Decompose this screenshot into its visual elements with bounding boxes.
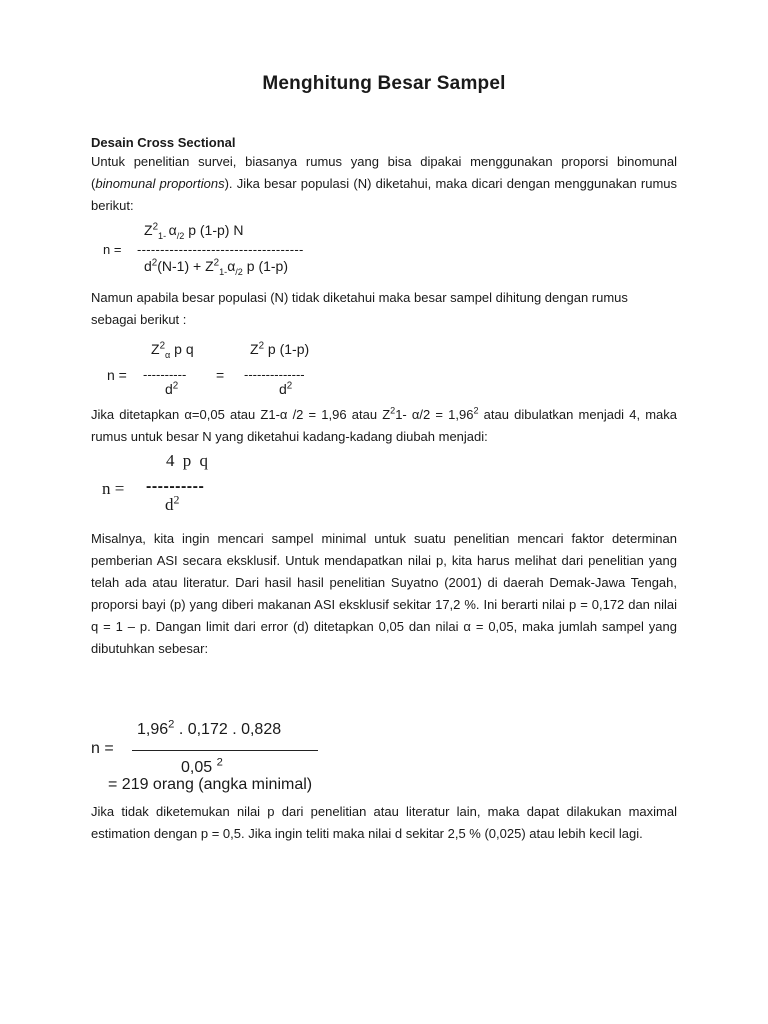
formula2-right-denominator: $d^2$ (279, 380, 293, 397)
formula2-right-numerator: $Z^2$ p (1-p) (250, 340, 310, 357)
formula3-numerator: 4 p q (166, 451, 208, 470)
paragraph-unknown-population: Namun apabila besar populasi (N) tidak diketahui maka besar sampel dihitung dengan rumus sebagai berikut : (91, 290, 628, 327)
formula2-left-bar: ---------- (143, 367, 187, 382)
formula2-left-numerator: $Z^2_\alpha$ p q (151, 340, 194, 360)
formula3-lhs: n = (102, 479, 125, 498)
formula4-denominator: 0,05 $^2$ (181, 756, 223, 776)
formula1-lhs: n = (103, 242, 122, 257)
italic-term: binomunal proportions (95, 176, 225, 191)
formula4-result: = 219 orang (angka minimal) (108, 776, 313, 793)
formula1-fraction-bar: ------------------------------------ (137, 242, 304, 257)
formula2-right-bar: -------------- (244, 367, 305, 382)
section-heading: Desain Cross Sectional (91, 135, 236, 150)
formula2-equals: = (216, 367, 225, 383)
formula4-fraction-rule (132, 750, 318, 751)
formula2-left-denominator: $d^2$ (165, 380, 179, 397)
formula3-denominator: $d^2$ (165, 492, 180, 514)
page-title: Menghitung Besar Sampel (262, 73, 506, 94)
formula4-numerator: 1,96$^2$ . 0,172 . 0,828 (137, 718, 282, 738)
paragraph-closing: Jika tidak diketemukan nilai p dari penelitian atau literatur lain, maka dapat dilakukan maximal estimation dengan p = 0,5. Jika ingin teliti maka nilai d sekitar 2,5 % (0,025) atau lebih kecil lagi. (91, 804, 677, 841)
formula3-fraction-bar: ---------- (146, 478, 205, 495)
paragraph-example: Misalnya, kita ingin mencari sampel minimal untuk suatu penelitian mencari faktor determinan pemberian ASI secara eksklusif. Untuk mendapatkan nilai p, kita harus melihat dari penelitian yang telah ada atau literatur. Dari hasil hasil penelitian Suyatno (2001) di daerah Demak-Jawa Tengah, proporsi bayi (p) yang diberi makanan ASI eksklusif sekitar 17,2 %. Ini berarti nilai p = 0,172 dan nilai q = 1 – p. Dangan limit dari error (d) ditetapkan 0,05 dan nilai α = 0,05, maka jumlah sampel yang dibutuhkan sebesar: (91, 531, 677, 656)
paragraph-intro: Untuk penelitian survei, biasanya rumus yang bisa dipakai menggunakan proporsi binomunal (binomunal proportions). Jika besar populasi (N) diketahui, maka dicari dengan menggunakan rumus berikut: (91, 154, 678, 213)
paragraph-alpha: Jika ditetapkan α=0,05 atau Z1-α /2 = 1,96 atau $Z^21-$ $\alpha/2 = 1,96^2$ atau dibulatkan menjadi 4, maka rumus untuk besar N yang diketahui kadang-kadang diubah menjadi: (91, 405, 677, 444)
formula4-lhs: n = (91, 740, 114, 757)
formula2-lhs: n = (107, 367, 127, 383)
formula1-numerator: $Z^2_{1-}$ $\alpha_{/2}$ p (1-p) N (144, 221, 244, 241)
formula1-denominator: $d^2(N-1) + Z^2_{1-}\alpha_{/2}$ p (1-p) (144, 257, 288, 277)
